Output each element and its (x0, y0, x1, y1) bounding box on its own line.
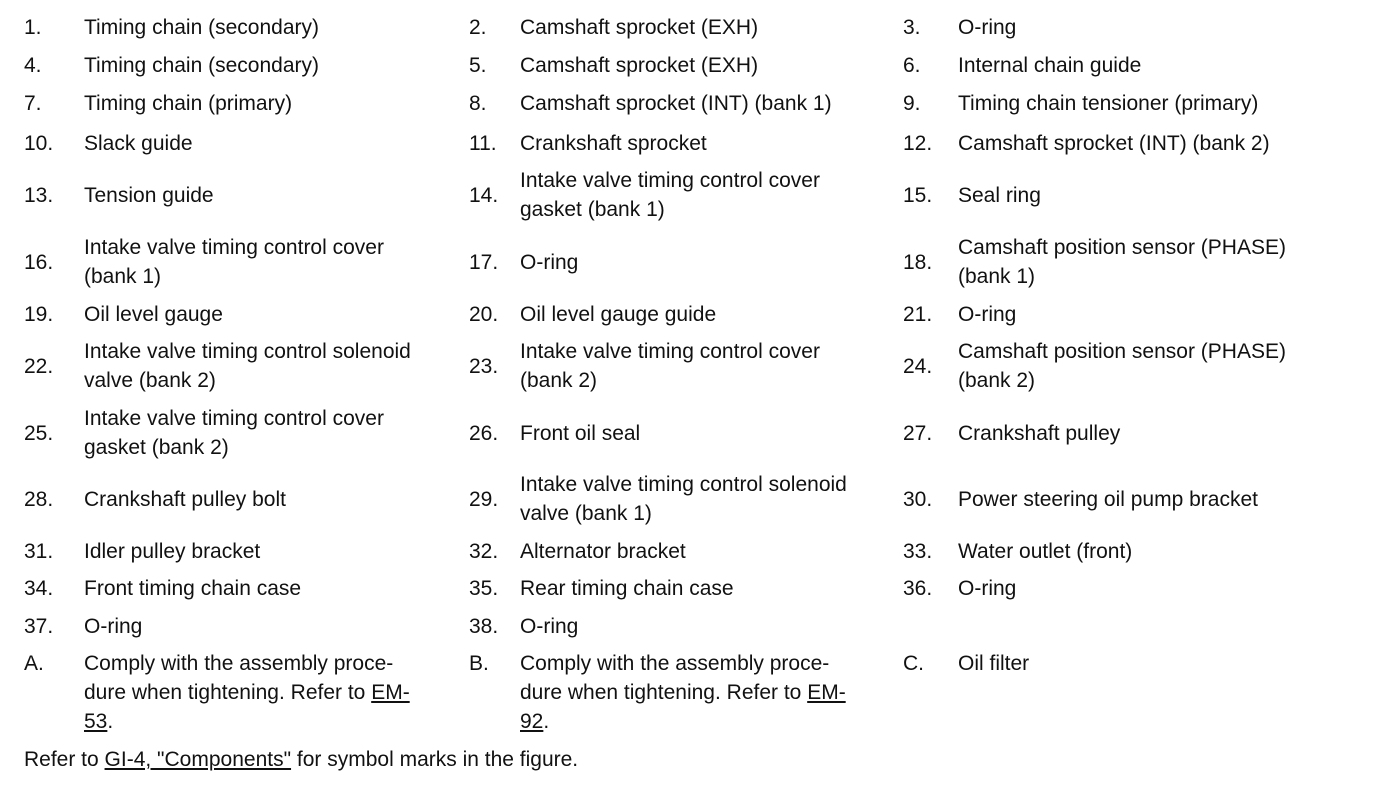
note-cell (445, 649, 885, 737)
item-number: 23. (469, 354, 499, 378)
legend-cell (880, 337, 1370, 395)
item-label: Slack guide (84, 131, 193, 155)
em-53-link[interactable]: EM- 53 (84, 681, 410, 733)
legend-cell (445, 337, 885, 395)
legend-cell (445, 12, 885, 42)
legend-row (0, 12, 1376, 42)
item-label: Camshaft sprocket (EXH) (520, 15, 759, 39)
note-body: Comply with the assembly proce- dure when tightening. Refer to (520, 652, 830, 704)
footer-note (24, 745, 578, 774)
legend-cell (445, 50, 885, 80)
legend-row (0, 88, 1376, 118)
item-number: 8. (469, 91, 487, 115)
item-label: Timing chain (secondary) (84, 15, 319, 39)
item-number: 38. (469, 614, 499, 638)
item-number: 12. (903, 131, 933, 155)
legend-cell (445, 611, 885, 641)
item-label: Oil level gauge (84, 302, 223, 326)
legend-row (0, 404, 1376, 462)
legend-cell (0, 573, 440, 603)
legend-cell (0, 88, 440, 118)
item-number: 35. (469, 576, 499, 600)
item-label: Camshaft sprocket (INT) (bank 1) (520, 91, 832, 115)
item-number: 27. (903, 421, 933, 445)
legend-cell (880, 573, 1370, 603)
item-label: O-ring (520, 250, 579, 274)
legend-cell (880, 12, 1370, 42)
item-label: Intake valve timing control solenoid valve (bank 1) (520, 473, 847, 525)
legend-cell (880, 128, 1370, 158)
item-number: 3. (903, 15, 921, 39)
legend-row (0, 50, 1376, 80)
legend-cell (445, 88, 885, 118)
item-number: 28. (24, 487, 54, 511)
item-number: 20. (469, 302, 499, 326)
legend-cell (445, 128, 885, 158)
legend-cell (0, 536, 440, 566)
item-number: 34. (24, 576, 54, 600)
item-label: Water outlet (front) (958, 539, 1133, 563)
note-letter: B. (469, 652, 489, 675)
item-label: Front timing chain case (84, 576, 302, 600)
item-number: 14. (469, 183, 499, 207)
note-text: Oil filter (958, 652, 1030, 675)
item-label: Intake valve timing control cover (bank 2) (520, 340, 820, 392)
item-label: Internal chain guide (958, 53, 1142, 77)
item-number: 2. (469, 15, 487, 39)
item-number: 22. (24, 354, 54, 378)
item-label: Crankshaft pulley bolt (84, 487, 286, 511)
item-label: Crankshaft sprocket (520, 131, 707, 155)
item-number: 32. (469, 539, 499, 563)
item-label: Timing chain (primary) (84, 91, 293, 115)
note-tail: . (107, 710, 114, 733)
item-label: Intake valve timing control cover gasket (bank 1) (520, 169, 820, 221)
legend-row (0, 470, 1376, 528)
item-number: 30. (903, 487, 933, 511)
item-label: Power steering oil pump bracket (958, 487, 1258, 511)
item-label: Crankshaft pulley (958, 421, 1121, 445)
item-label: O-ring (84, 614, 143, 638)
item-number: 31. (24, 539, 54, 563)
legend-cell (0, 299, 440, 329)
item-label: Idler pulley bracket (84, 539, 261, 563)
legend-cell (880, 299, 1370, 329)
item-number (903, 611, 963, 641)
item-label: O-ring (958, 576, 1017, 600)
item-label: Intake valve timing control solenoid valve (bank 2) (84, 340, 411, 392)
item-number: 7. (24, 91, 42, 115)
note-letter: C. (903, 652, 924, 675)
item-label: O-ring (520, 614, 579, 638)
legend-row (0, 299, 1376, 329)
em-92-link[interactable]: EM- 92 (520, 681, 846, 733)
legend-cell (880, 536, 1370, 566)
item-number: 10. (24, 131, 54, 155)
item-label: Timing chain tensioner (primary) (958, 91, 1259, 115)
legend-cell (0, 166, 440, 224)
item-number: 13. (24, 183, 54, 207)
legend-cell (0, 470, 440, 528)
legend-cell (880, 611, 1370, 641)
item-number: 29. (469, 487, 499, 511)
item-number: 36. (903, 576, 933, 600)
legend-cell (0, 337, 440, 395)
item-number: 4. (24, 53, 42, 77)
notes-row (0, 649, 1376, 737)
legend-cell (0, 50, 440, 80)
note-cell (0, 649, 440, 737)
item-number: 24. (903, 354, 933, 378)
item-label: Camshaft sprocket (INT) (bank 2) (958, 131, 1270, 155)
legend-row (0, 611, 1376, 641)
item-number: 37. (24, 614, 54, 638)
legend-cell (0, 404, 440, 462)
legend-cell (0, 611, 440, 641)
gi-4-components-link[interactable]: GI-4, "Components" (104, 748, 292, 771)
item-label: O-ring (958, 302, 1017, 326)
legend-cell (880, 233, 1370, 291)
item-label: Camshaft position sensor (PHASE) (bank 2) (958, 340, 1286, 392)
item-number: 5. (469, 53, 487, 77)
item-number: 15. (903, 183, 933, 207)
legend-cell (880, 166, 1370, 224)
legend-row (0, 337, 1376, 395)
item-label: Rear timing chain case (520, 576, 734, 600)
item-number: 1. (24, 15, 42, 39)
note-letter: A. (24, 652, 44, 675)
item-number: 17. (469, 250, 499, 274)
legend-cell (445, 573, 885, 603)
item-number: 9. (903, 91, 921, 115)
item-number: 18. (903, 250, 933, 274)
legend-cell (445, 299, 885, 329)
legend-row (0, 128, 1376, 158)
legend-cell (445, 470, 885, 528)
item-number: 26. (469, 421, 499, 445)
item-label: Tension guide (84, 183, 214, 207)
item-number: 21. (903, 302, 933, 326)
item-number: 25. (24, 421, 54, 445)
legend-cell (445, 233, 885, 291)
legend-cell (0, 233, 440, 291)
item-label: O-ring (958, 15, 1017, 39)
item-number: 33. (903, 539, 933, 563)
legend-row (0, 536, 1376, 566)
legend-cell (445, 404, 885, 462)
legend-cell (880, 404, 1370, 462)
item-label: Camshaft sprocket (EXH) (520, 53, 759, 77)
footer-suffix: for symbol marks in the figure. (291, 748, 579, 771)
note-text (84, 649, 444, 737)
item-label: Camshaft position sensor (PHASE) (bank 1) (958, 236, 1286, 288)
note-cell (880, 649, 1370, 737)
item-number: 6. (903, 53, 921, 77)
legend-cell (445, 166, 885, 224)
legend-cell (880, 470, 1370, 528)
note-tail: . (543, 710, 550, 733)
note-text (520, 649, 880, 737)
legend-cell (880, 50, 1370, 80)
note-body: Comply with the assembly proce- dure when tightening. Refer to (84, 652, 394, 704)
legend-cell (0, 12, 440, 42)
item-label: Oil level gauge guide (520, 302, 717, 326)
legend-cell (880, 88, 1370, 118)
item-label: Intake valve timing control cover (bank 1) (84, 236, 384, 288)
item-label: Seal ring (958, 183, 1041, 207)
legend-row (0, 573, 1376, 603)
item-number: 11. (469, 131, 497, 155)
item-number: 16. (24, 250, 54, 274)
item-label (958, 611, 1368, 641)
legend-cell (445, 536, 885, 566)
legend-row (0, 233, 1376, 291)
item-label: Front oil seal (520, 421, 641, 445)
legend-cell (0, 128, 440, 158)
legend-row (0, 166, 1376, 224)
item-label: Timing chain (secondary) (84, 53, 319, 77)
item-number: 19. (24, 302, 54, 326)
item-label: Alternator bracket (520, 539, 686, 563)
footer-prefix: Refer to (24, 748, 105, 771)
item-label: Intake valve timing control cover gasket (bank 2) (84, 407, 384, 459)
